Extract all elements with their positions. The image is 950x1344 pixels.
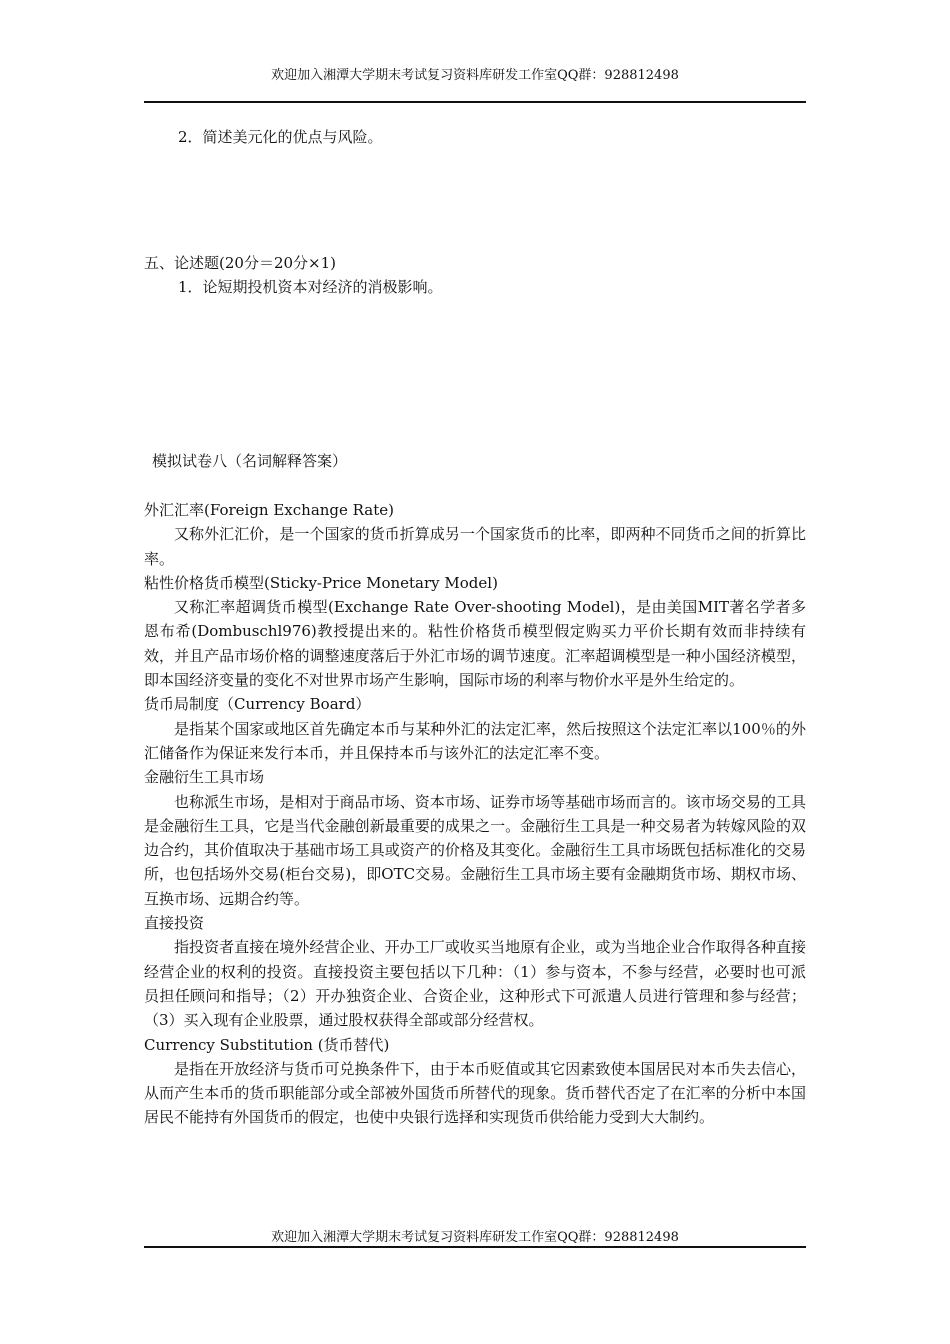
glossary-answers — [144, 498, 806, 1130]
answer-section-title: 模拟试卷八（名词解释答案） — [152, 452, 348, 470]
term-definition: 是指在开放经济与货币可兑换条件下，由于本币贬值或其它因素致使本国居民对本币失去信心，从而产生本币的货币职能部分或全部被外国货币所替代的现象。货币替代否定了在汇率的分析中本国居民不能持有外国货币的假定，也使中央银行选择和实现货币供给能力受到大大制约。 — [144, 1059, 806, 1127]
page-header: 欢迎加入湘潭大学期末考试复习资料库研发工作室QQ群：928812498 — [271, 68, 679, 83]
section-5-title: 五、论述题(20分＝20分×1) — [144, 254, 336, 272]
term-definition: 指投资者直接在境外经营企业、开办工厂或收买当地原有企业，或为当地企业合作取得各种直接经营企业的权利的投资。直接投资主要包括以下几种：（1）参与资本，不参与经营，必要时也可派员担任顾问和指导；（2）开办独资企业、合资企业，这种形式下可派遣人员进行管理和参与经营；（3）买入现有企业股票，通过股权获得全部或部分经营权。 — [144, 938, 806, 1030]
term-title: Currency Substitution (货币替代) — [144, 1035, 390, 1054]
term-title: 外汇汇率(Foreign Exchange Rate) — [144, 501, 395, 519]
term-definition: 又称外汇汇价，是一个国家的货币折算成另一个国家货币的比率，即两种不同货币之间的折算比率。 — [144, 525, 806, 568]
term-definition: 也称派生市场，是相对于商品市场、资本市场、证券市场等基础市场而言的。该市场交易的工具是金融衍生工具，它是当代金融创新最重要的成果之一。金融衍生工具是一种交易者为转嫁风险的双边合约，其价值取决于基础市场工具或资产的价格及其变化。金融衍生工具市场既包括标准化的交易所，也包括场外交易(柜台交易)，即OTC交易。金融衍生工具市场主要有金融期货市场、期权市场、互换市场、远期合约等。 — [144, 792, 806, 908]
footer-divider — [144, 1246, 806, 1248]
question-2: 2．简述美元化的优点与风险。 — [178, 128, 383, 146]
term-title: 直接投资 — [144, 914, 205, 933]
page-footer: 欢迎加入湘潭大学期末考试复习资料库研发工作室QQ群：928812498 — [271, 1230, 679, 1245]
section-5-question-1: 1．论短期投机资本对经济的消极影响。 — [178, 278, 443, 296]
header-divider — [144, 101, 806, 103]
term-title: 金融衍生工具市场 — [144, 768, 265, 787]
term-definition: 又称汇率超调货币模型(Exchange Rate Over-shooting Model)，是由美国MIT著名学者多恩布希(Dombuschl976)教授提出来的。粘性价格货币模型假定购买力平价长期有效而非持续有效，并且产品市场价格的调整速度落后于外汇市场的调节速度。汇率超调模型是一种小国经济模型，即本国经济变量的变化不对世界市场产生影响，国际市场的利率与物价水平是外生给定的。 — [144, 598, 806, 690]
term-definition: 是指某个国家或地区首先确定本币与某种外汇的法定汇率，然后按照这个法定汇率以100％的外汇储备作为保证来发行本币，并且保持本币与该外汇的法定汇率不变。 — [144, 719, 806, 762]
term-title: 粘性价格货币模型(Sticky-Price Monetary Model) — [144, 573, 498, 592]
term-title: 货币局制度（Currency Board） — [144, 695, 371, 714]
